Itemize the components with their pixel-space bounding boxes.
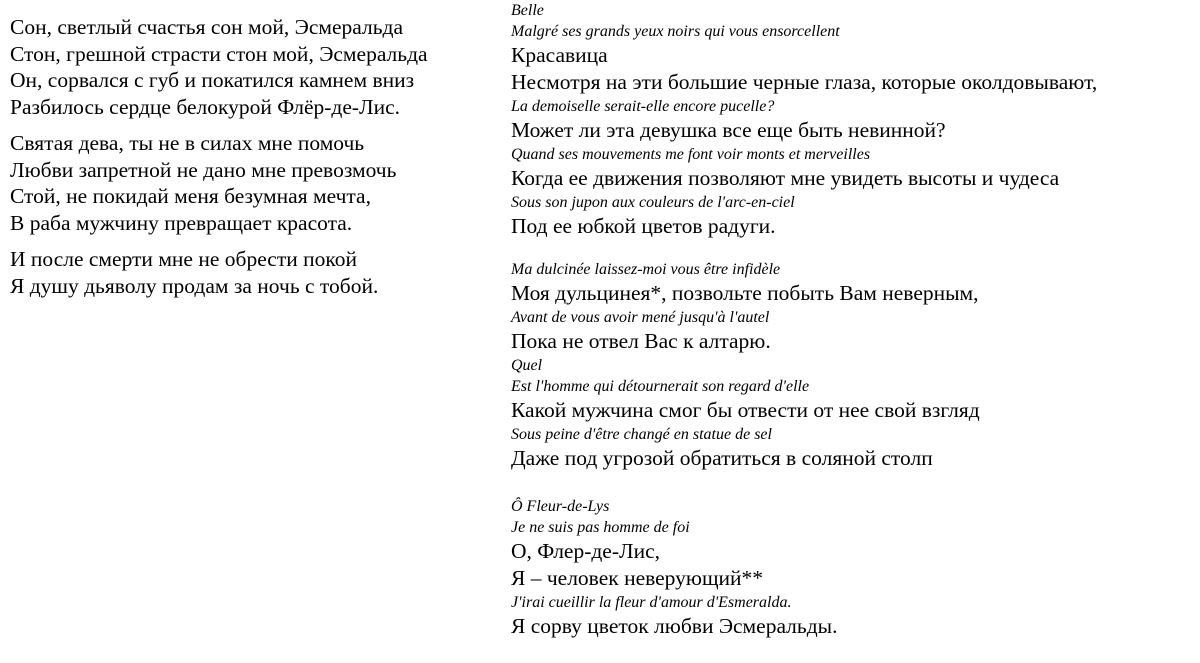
translation-line: Пока не отвел Вас к алтарю. xyxy=(511,329,771,353)
translation-line: Моя дульцинея*, позвольте побыть Вам неверным, xyxy=(511,281,979,305)
block-spacer xyxy=(511,472,1200,496)
translation-line: Я сорву цветок любви Эсмеральды. xyxy=(511,614,838,638)
block-spacer xyxy=(511,240,1200,259)
verse-block-2 xyxy=(511,259,1200,472)
french-line: Avant de vous avoir mené jusqu'à l'autel xyxy=(511,309,770,326)
translation-line: Несмотря на эти большие черные глаза, которые околдовывают, xyxy=(511,70,1098,94)
french-line: Sous peine d'être changé en statue de sel xyxy=(511,426,772,443)
lyric-line: Стон, грешной страсти стон мой, Эсмеральда xyxy=(10,41,428,66)
french-line: Ô Fleur-de-Lys xyxy=(511,498,610,515)
stanza-2 xyxy=(10,130,500,236)
lyric-line: Сон, светлый счастья сон мой, Эсмеральда xyxy=(10,15,404,39)
french-line: Quel xyxy=(511,357,543,374)
lyric-line: Разбилось сердце белокурой Флёр-де-Лис. xyxy=(10,94,401,119)
translation-line: Красавица xyxy=(511,43,608,67)
translation-line: Какой мужчина смог бы отвести от нее свой взгляд xyxy=(511,398,980,422)
french-line: Quand ses mouvements me font voir monts et merveilles xyxy=(511,146,871,163)
stanza-1 xyxy=(10,14,500,120)
lyric-line: Стой, не покидай меня безумная мечта, xyxy=(10,184,371,208)
verse-block-3 xyxy=(511,496,1200,640)
french-line: Sous son jupon aux couleurs de l'arc-en-ciel xyxy=(511,194,795,211)
lyric-line: Я душу дьяволу продам за ночь с тобой. xyxy=(10,273,379,298)
lyric-line: В раба мужчину превращает красота. xyxy=(10,210,353,235)
french-line: Je ne suis pas homme de foi xyxy=(511,519,690,536)
russian-lyrics-column xyxy=(10,14,500,309)
lyric-line: Он, сорвался с губ и покатился камнем вниз xyxy=(10,68,415,92)
translation-line: Под ее юбкой цветов радуги. xyxy=(511,214,776,238)
french-line: J'irai cueillir la fleur d'amour d'Esmeralda. xyxy=(511,594,792,611)
lyric-line: Святая дева, ты не в силах мне помочь xyxy=(10,131,365,155)
french-line: Malgré ses grands yeux noirs qui vous ensorcellent xyxy=(511,23,840,40)
translation-line: Когда ее движения позволяют мне увидеть высоты и чудеса xyxy=(511,166,1060,190)
stanza-3 xyxy=(10,246,500,299)
lyric-line: Любви запретной не дано мне превозмочь xyxy=(10,157,397,182)
french-translation-column xyxy=(511,0,1200,640)
verse-block-1 xyxy=(511,0,1200,240)
translation-line: Я – человек неверующий** xyxy=(511,566,764,590)
french-line: La demoiselle serait-elle encore pucelle? xyxy=(511,98,775,115)
translation-line: О, Флер-де-Лис, xyxy=(511,539,661,563)
translation-line: Даже под угрозой обратиться в соляной столп xyxy=(511,446,933,470)
lyric-line: И после смерти мне не обрести покой xyxy=(10,247,357,271)
french-line: Est l'homme qui détournerait son regard d'elle xyxy=(511,378,810,395)
translation-line: Может ли эта девушка все еще быть невинной? xyxy=(511,118,946,142)
french-line: Ma dulcinée laissez-moi vous être infidèle xyxy=(511,261,781,278)
french-line: Belle xyxy=(511,2,544,19)
